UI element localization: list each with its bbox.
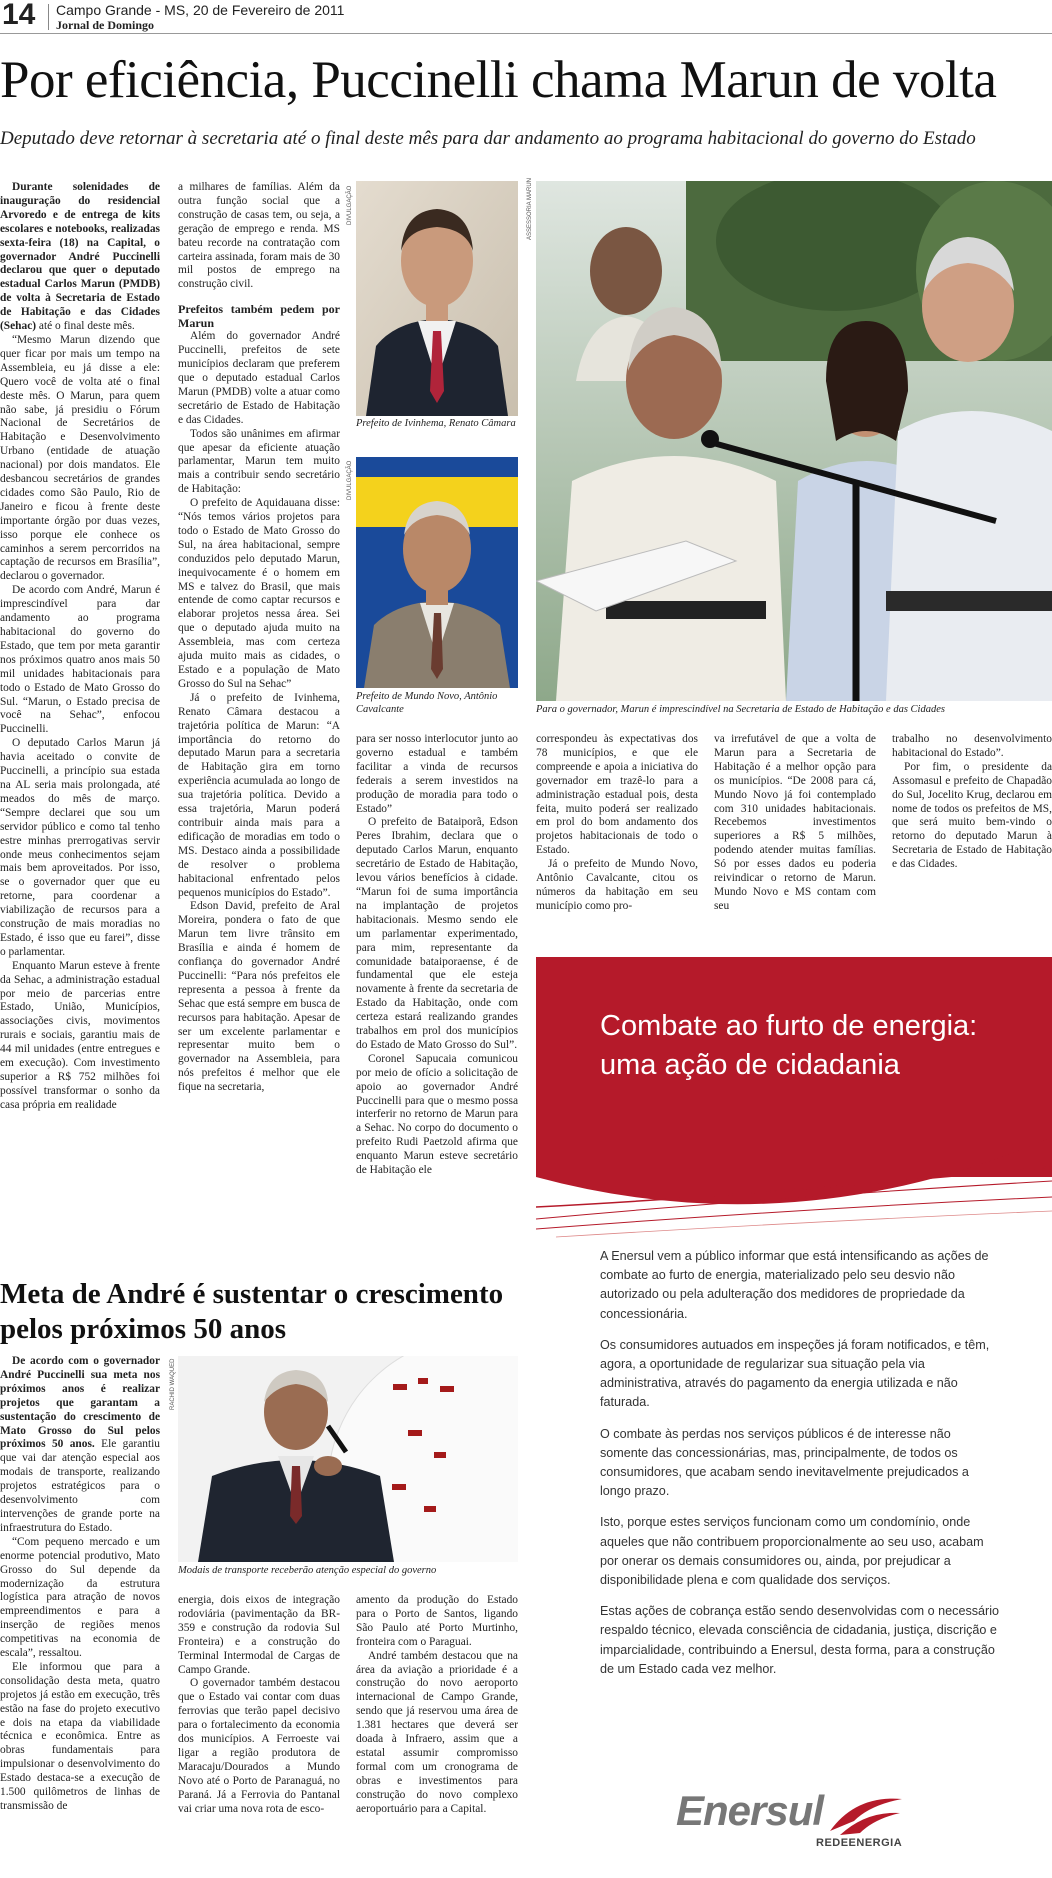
- photo-credit: DIVULGAÇÃO: [347, 185, 353, 225]
- photo-governor-microphone: [178, 1356, 518, 1562]
- ad-paragraph: O combate às perdas nos serviços públicos é de interesse não somente das concessionárias, mas, principalmente, de todos os consumidores, que acabam sendo inevitavelmente prejudicados a longo prazo.: [600, 1426, 969, 1499]
- paragraph: O prefeito de Bataiporã, Edson Peres Ibrahim, declara que o deputado Carlos Marun, enquanto secretário de Estado de Habitação, levou vários benefícios à cidade. “Marun foi de suma importância na implantação de projetos habitacionais. Mesmo sendo ele um parlamentar experimentado, para mim, representante da comunidade bataiporaense, é de fundamental que ele esteja novamente à frente da secretaria de Estado da Habitação, onde com certeza estará realizando grandes trabalhos em prol dos municípios do Estado de Mato Grosso do Sul”.: [356, 816, 518, 1051]
- ad-title: Combate ao furto de energia: uma ação de cidadania: [600, 1010, 978, 1081]
- paragraph: “Com pequeno mercado e um enorme potencial produtivo, Mato Grosso do Sul depende da modernização da estrutura logística para atração de novos empreendimentos e para a inserção de regiões menos competitivas na economia de escala”, ressaltou.: [0, 1535, 160, 1660]
- paragraph: De acordo com o governador André Puccinelli sua meta nos próximos anos é realizar projetos que garantam a sustentação do crescimento de Mato Grosso do Sul pelos próximos 50 anos. Ele garantiu que vai dar atenção especial aos modais de transporte, realizando projetos estratégicos para o desenvolvimento com intervenções de grande porte na infraestrutura do Estado.: [0, 1355, 160, 1534]
- photo-caption: Prefeito de Ivinhema, Renato Câmara: [356, 418, 516, 429]
- paragraph: trabalho no desenvolvimento habitacional do Estado”.: [892, 733, 1052, 759]
- article1-column-2: [178, 181, 340, 1259]
- paragraph: O prefeito de Aquidauana disse: “Nós temos vários projetos para todo o Estado de Mato Grosso do Sul, na área habitacional, sempre conduzidos pelo deputado Marun, inequivocamente é o homem em MS e talvez do Brasil, que mais entende de como captar recursos e elaborar projetos nessa área. Sei que o deputado ajuda muito na Assembleia, mas com certeza ajuda muito mais as cidades, o Estado e a população de Mato Grosso do Sul na Sehac”: [178, 497, 340, 690]
- paragraph: Além do governador André Puccinelli, prefeitos de sete municípios declaram que preferem que o deputado estadual Carlos Marun (PMDB) volte a atuar como secretário de Estado de Habitação e das Cidades.: [178, 330, 340, 426]
- article2-column-2: [178, 1594, 340, 1878]
- section-subtitle: Prefeitos também pedem por Marun: [178, 302, 340, 331]
- photo-antonio-cavalcante: [356, 457, 518, 688]
- paragraph: Durante solenidades de inauguração do residencial Arvoredo e de entrega de kits escolares e notebooks, realizadas sexta-feira (18) na Capital, o governador André Puccinelli declarou que quer o deputado estadual Carlos Marun (PMDB) de volta à Secretaria de Estado de Habitação e das Cidades (Sehac) até o final deste mês.: [0, 181, 160, 333]
- logo-swoosh-icon: [826, 1791, 906, 1839]
- paragraph: Coronel Sapucaia comunicou por meio de ofício a solicitação de apoio ao governador André Puccinelli para que o mesmo possa interferir no retorno de Marun para a Sehac. No corpo do documento o prefeito Rudi Paetzold afirma que enquanto Marun esteve secretário de Habitação ele: [356, 1052, 518, 1177]
- page-header: [0, 0, 1052, 34]
- header-divider: [48, 4, 49, 30]
- paragraph: correspondeu às expectativas dos 78 municípios, e que ele compreende e apoia a iniciativa do governador em trazê-lo para a administração estadual pois, desta feita, muito poderá ser realizado em prol do bom andamento dos projetos habitacionais de todo o Estado.: [536, 733, 698, 857]
- photo-renato-camara: [356, 181, 518, 416]
- ad-paragraph: A Enersul vem a público informar que está intensificando as ações de combate ao furto de energia, materializado pelo seu desvio não autorizado ou pela adulteração dos medidores de propriedade da concessionária.: [600, 1249, 989, 1321]
- publication-name: Jornal de Domingo: [56, 18, 155, 32]
- paragraph: Já o prefeito de Ivinhema, Renato Câmara destacou a trajetória política de Marun: “A importância do retorno do deputado Marun para a secretaria de Habitação gira em torno experiência acumulada ao longo de sua trajetória política. Devido a essa trajetória, Marun poderá contribuir ainda mais para a edificação de moradias em todo o MS. Destaco ainda a possibilidade de resolver o problema habitacional enfrentado pelos pequenos municípios do Estado”.: [178, 691, 340, 899]
- paragraph: “Mesmo Marun dizendo que quer ficar por mais um tempo na Assembleia, eu já disse a ele: Quero você de volta até o final deste mês. O Marun, para quem não sabe, já presidiu o Fórum Nacional de Secretários de Habitação e Desenvolvimento Urbano (entidade de atuação nacional) por dois mandatos. Ele desbancou secretários de grandes cidades como São Paulo, Rio de Janeiro e ficou à frente deste importante órgão por duas vezes, isso porque ele conhece os caminhos a serem percorridos na captação de recursos em Brasília”, declarou o governador.: [0, 333, 160, 583]
- ad-paragraph: Estas ações de cobrança estão sendo desenvolvidas com o necessário respaldo técnico, elevada consciência de cidadania, justiça, discrição e imparcialidade, contribuindo a Enersul, desta forma, para a construção de um Estado cada vez melhor.: [600, 1604, 1000, 1676]
- article1-column-3: [356, 733, 518, 1259]
- secondary-headline: Meta de André é sustentar o crescimento pelos próximos 50 anos: [0, 1278, 504, 1345]
- article2-column-3: [356, 1594, 518, 1878]
- paragraph: Por fim, o presidente da Assomasul e prefeito de Chapadão do Sul, Jocelito Krug, declarou em nome de todos os prefeitos de MS, que será muito bem-vindo o retorno do deputado Marun à Secretaria de Estado de Habitação e das Cidades.: [892, 760, 1052, 871]
- lead-text: De acordo com o governador André Puccinelli sua meta nos próximos anos é realizar projetos que garantam a sustentação do crescimento de Mato Grosso do Sul pelos próximos 50 anos.: [0, 1355, 160, 1451]
- paragraph: Ele informou que para a consolidação desta meta, quatro projetos já estão em execução, três estão na fase do projeto executivo e dois na etapa da viabilidade técnica e econômica. Entre as obras fundamentais para impulsionar o desenvolvimento do Estado destaca-se a execução de 1.500 quilômetros de linhas de transmissão de: [0, 1660, 160, 1812]
- photo-credit: DIVULGAÇÃO: [347, 460, 353, 500]
- main-headline: Por eficiência, Puccinelli chama Marun de volta: [0, 51, 997, 109]
- photo-caption: Modais de transporte receberão atenção especial do governo: [178, 1565, 437, 1576]
- article1-column-5: [714, 733, 876, 933]
- paragraph: a milhares de famílias. Além da outra função social que a construção de casas tem, ou seja, a geração de emprego e renda. MS bateu recorde na contratação com carteira assinada, foram mais de 30 mil postos de emprego na construção civil.: [178, 181, 340, 291]
- ad-body: [600, 1247, 1000, 1691]
- page-number: 14: [2, 0, 36, 31]
- lead-text: Durante solenidades de inauguração do residencial Arvoredo e de entrega de kits escolares e notebooks, realizadas sexta-feira (18) na Capital, o governador André Puccinelli declarou que quer o deputado estadual Carlos Marun (PMDB) de volta à Secretaria de Estado de Habitação e das Cidades (Sehac): [0, 181, 160, 333]
- dateline: Campo Grande - MS, 20 de Fevereiro de 2011: [56, 2, 345, 18]
- article1-column-4: [536, 733, 698, 933]
- photo-caption: Para o governador, Marun é imprescindível na Secretaria de Estado de Habitação e das Cidades: [536, 704, 945, 715]
- paragraph: va irrefutável de que a volta de Marun para a Secretaria de Habitação é a melhor opção para os municípios. “De 2008 para cá, Mundo Novo já foi contemplado com 310 unidades habitacionais. Recebemos investimentos superiores a R$ 5 milhões, podendo atender muitas famílias. Só por esses dados eu poderia reivindicar o retorno de Marun. Mundo Novo e MS contam com seu: [714, 733, 876, 912]
- paragraph: Edson David, prefeito de Aral Moreira, pondera o fato de que Marun tem livre trânsito em Brasília e ainda é homem de confiança do governador André Puccinelli: “Para nós prefeitos ele representa a pessoa à frente da Sehac que está sempre em busca de recursos para habitação. Apesar de ser um excelente parlamentar e representar muito bem o governador na Assembleia, para nós prefeitos é melhor que ele fique na secretaria,: [178, 900, 340, 1094]
- paragraph: energia, dois eixos de integração rodoviária (pavimentação da BR-359 e construção da rodovia Sul Fronteira) e a construção do Terminal Intermodal de Cargas de Campo Grande.: [178, 1594, 340, 1676]
- enersul-advertisement: [536, 957, 1052, 1878]
- main-subhead: Deputado deve retornar à secretaria até o final deste mês para dar andamento ao programa habitacional do governo do Estado: [0, 128, 976, 149]
- article1-column-1: [0, 181, 160, 1259]
- logo-subtitle: REDEENERGIA: [816, 1837, 903, 1849]
- article2-column-1: [0, 1355, 160, 1878]
- enersul-logo: [676, 1787, 936, 1857]
- paragraph: O deputado Carlos Marun já havia aceitado o convite de Puccinelli, a princípio sua estada na AL seria mais prolongada, até meados do mês de março. “Sempre declarei que sou um servidor público e como tal tenho estre minhas prerrogativas servir onde meus conhecimentos sejam mais bem aproveitados. Por isso, se o governador quer que eu retorne, para coordenar a viabilização de recursos para a construção de mais moradias no Estado, é isso que eu farei”, disse o parlamentar.: [0, 737, 160, 958]
- paragraph: Enquanto Marun esteve à frente da Sehac, a administração estadual por meio de parcerias entre Estado, União, Municípios, associações civis, movimentos rurais e sociais, garantiu mais de 44 mil unidades (entre entregues e em execução). Com investimento superior a R$ 752 milhões foi possível transformar o sonho da casa própria em realidade: [0, 959, 160, 1111]
- photo-caption: Prefeito de Mundo Novo, Antônio Cavalcante: [356, 691, 498, 715]
- photo-governor-speech: [536, 181, 1052, 701]
- paragraph: Todos são unânimes em afirmar que apesar da eficiente atuação parlamentar, Marun tem muito mais a contribuir sendo secretário de Habitação:: [178, 427, 340, 496]
- paragraph: Já o prefeito de Mundo Novo, Antônio Cavalcante, citou os números da habitação em seu município como pro-: [536, 858, 698, 912]
- article1-column-6: [892, 733, 1052, 933]
- ad-decorative-waves: [536, 1137, 1052, 1247]
- logo-wordmark: Enersul: [676, 1787, 824, 1834]
- paragraph: O governador também destacou que o Estado vai contar com duas ferrovias que terão papel decisivo para o fortalecimento da economia dos municípios. A Ferroeste vai ligar a região produtora de Maracaju/Dourados a Mundo Novo até o Porto de Paranaguá, no Paraná. Já a Ferrovia do Pantanal vai criar uma nova rota de esco-: [178, 1677, 340, 1815]
- photo-credit: ASSESSORIA MARUN: [527, 177, 533, 240]
- paragraph: para ser nosso interlocutor junto ao governo estadual e também facilitar a vinda de recursos federais a serem investidos na produção de moradia para todo o Estado”: [356, 733, 518, 815]
- paragraph: De acordo com André, Marun é imprescindível para dar andamento ao programa habitacional do governo do Estado, que tem por meta garantir nos próximos quatro anos mais 50 mil unidades habitacionais para todo o Estado de Mato Grosso do Sul. “Marun, o Estado precisa de você na Sehac”, enfocou Puccinelli.: [0, 584, 160, 736]
- photo-credit: RACHID WAQUED: [170, 1358, 176, 1410]
- ad-paragraph: Isto, porque estes serviços funcionam como um condomínio, onde aqueles que não contribuem proporcionalmente ao seu uso, acabam por onerar os demais consumidores ou, ainda, por prejudicar a disponibilidade plena e com qualidade dos serviços.: [600, 1515, 984, 1588]
- ad-paragraph: Os consumidores autuados em inspeções já foram notificados, e têm, agora, a oportunidade de regularizar sua situação pela via administrativa, através do pagamento da energia utilizada e não faturada.: [600, 1337, 990, 1410]
- paragraph: André também destacou que na área da aviação a prioridade é a construção do novo aeroporto internacional de Campo Grande, sendo que já reservou uma área de 1.381 hectares que deverá ser doada à Infraero, assim que a estatal assumir compromisso formal com um cronograma de obras e investimentos para construção do novo complexo aeroportuário para a Capital.: [356, 1649, 518, 1815]
- paragraph: amento da produção do Estado para o Porto de Santos, ligando São Paulo até Porto Murtinho, fronteira com o Paraguai.: [356, 1594, 518, 1648]
